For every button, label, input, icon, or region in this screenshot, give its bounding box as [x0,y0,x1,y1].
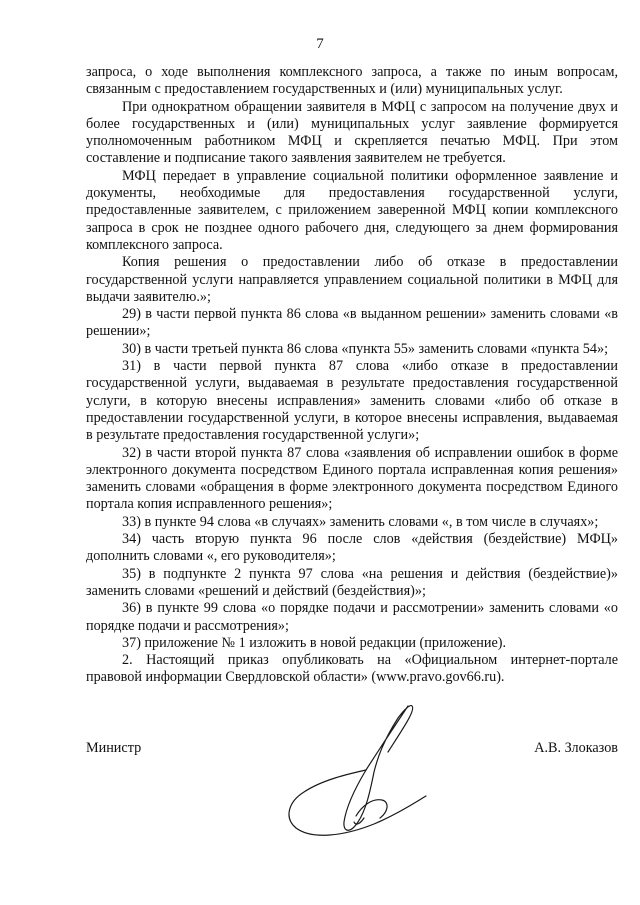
amendment-item-36: 36) в пункте 99 слова «о порядке подачи и рассмотрении» заменить словами «о порядке подачи и рассмотрения»; [86,600,618,634]
signer-title: Министр [86,740,142,756]
page-number: 7 [316,36,324,52]
paragraph: Копия решения о предоставлении либо об отказе в предоставлении государственной услуги направляется управлением социальной политики в МФЦ для выдачи заявителю.»; [86,254,618,305]
amendment-item-29: 29) в части первой пункта 86 слова «в выданном решении» заменить словами «в решении»; [86,306,618,340]
amendment-item-34: 34) часть вторую пункта 96 после слов «действия (бездействие) МФЦ» дополнить словами «, его руководителя»; [86,531,618,565]
amendment-item-37: 37) приложение № 1 изложить в новой редакции (приложение). [122,634,507,651]
amendment-item-33: 33) в пункте 94 слова «в случаях» заменить словами «, в том числе в случаях»; [122,513,599,530]
paragraph: МФЦ передает в управление социальной политики оформленное заявление и документы, необходимые для предоставления государственной услуги, предоставленные заявителем, с приложением заверенной МФЦ копии комплексного запроса в срок не позднее одного рабочего дня, следующего за днем формирования комплексного запроса. [86,167,618,253]
amendment-item-30: 30) в части третьей пункта 86 слова «пункта 55» заменить словами «пункта 54»; [122,340,609,357]
handwritten-signature-icon [270,700,430,850]
signer-name: А.В. Злоказов [534,740,618,756]
amendment-item-35: 35) в подпункте 2 пункта 97 слова «на решения и действия (бездействие)» заменить словами «решений и действий (бездействия)»; [86,565,618,599]
paragraph-continuation: запроса, о ходе выполнения комплексного запроса, а также по иным вопросам, связанным с предоставлением государственных и (или) муниципальных услуг. [86,64,618,98]
publication-clause: 2. Настоящий приказ опубликовать на «Официальном интернет-портале правовой информации Свердловской области» (www.pravo.gov66.ru). [86,652,618,686]
amendment-item-31: 31) в части первой пункта 87 слова «либо отказе в предоставлении государственной услуги, выдаваемая в результате предоставления государственной услуги, в которую внесены исправления» заменить словами «либо об отказе в предоставлении государственной услуги, в которое внесены исправления, выдаваемая в результате предоставления государственной услуги»; [86,358,618,444]
document-body [86,64,618,687]
amendment-item-32: 32) в части второй пункта 87 слова «заявления об исправлении ошибок в форме электронного документа посредством Единого портала исправленная копия решения» заменить словами «обращения в форме электронного документа посредством Единого портала копия исправленного решения»; [86,444,618,513]
paragraph: При однократном обращении заявителя в МФЦ с запросом на получение двух и более государственных и (или) муниципальных услуг заявление формируется уполномоченным работником МФЦ и скрепляется печатью МФЦ. При этом составление и подписание такого заявления заявителем не требуется. [86,98,618,167]
